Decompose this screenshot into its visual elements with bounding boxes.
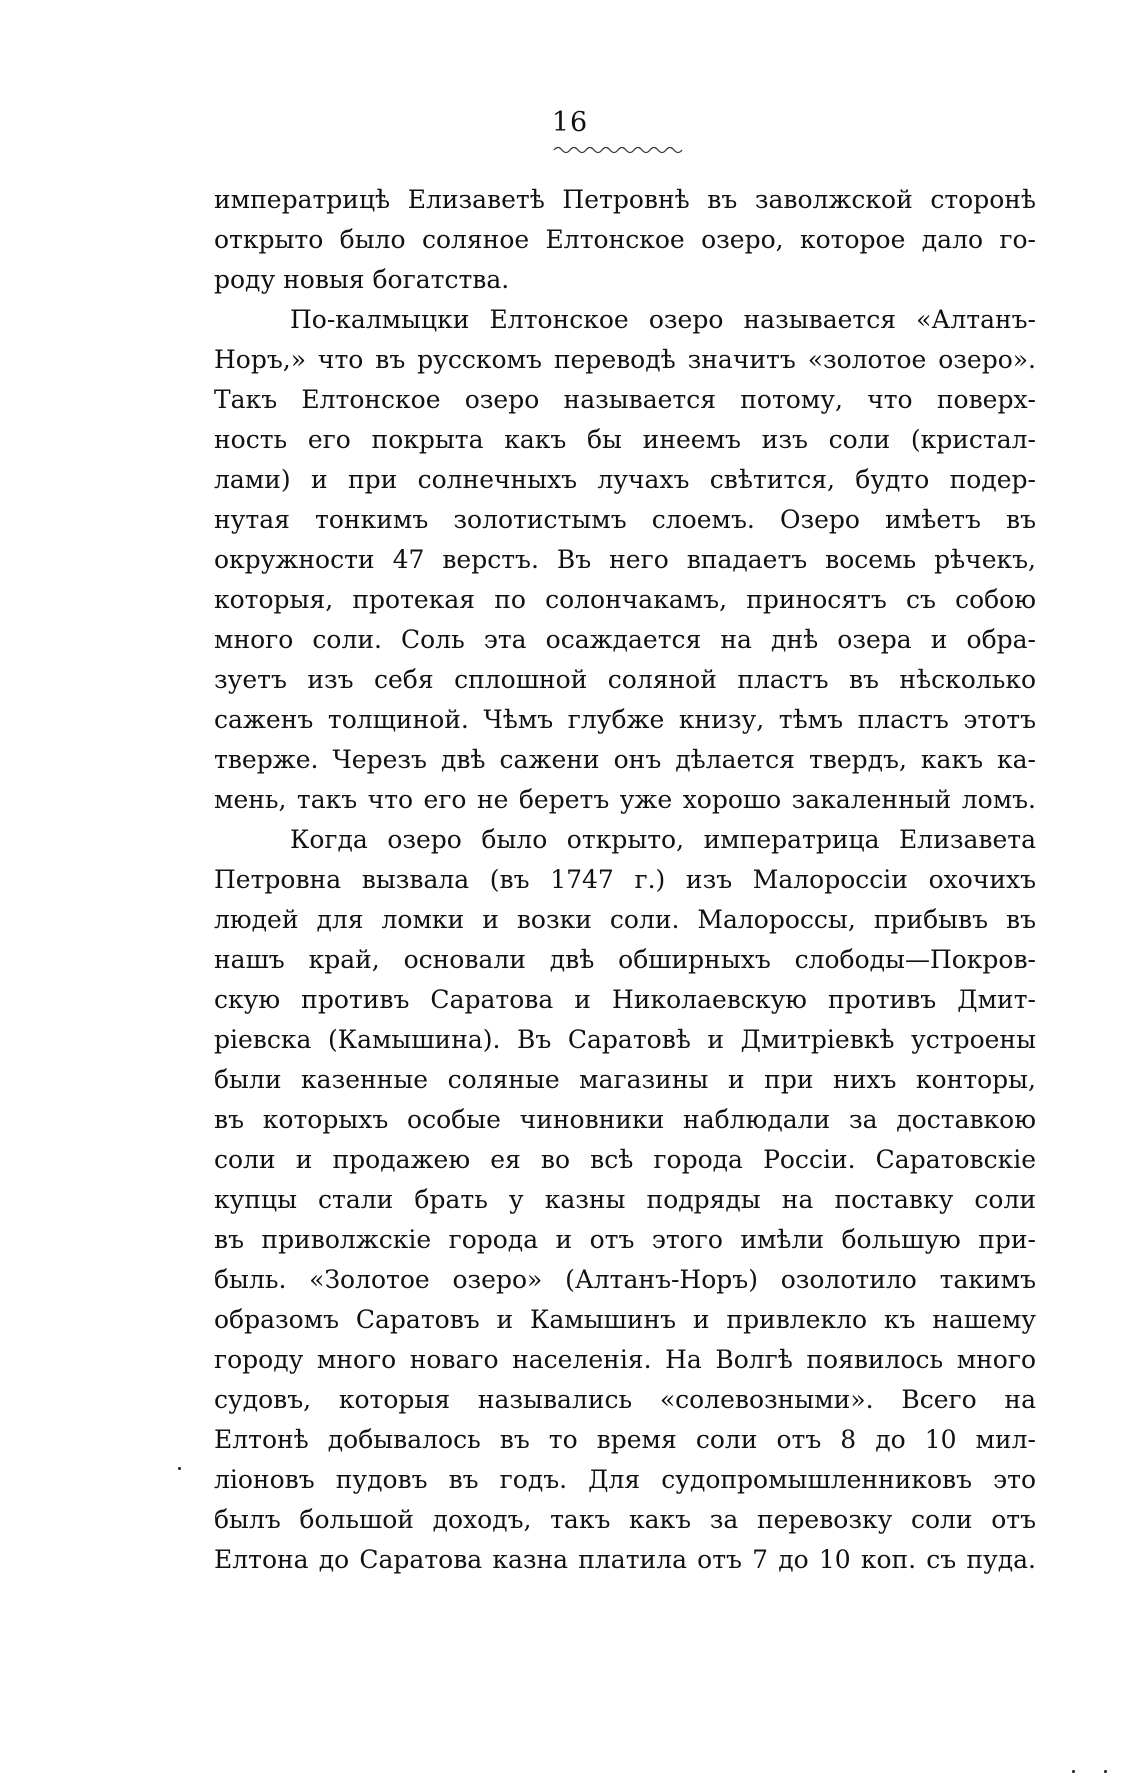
text-line: открыто было соляное Елтонское озеро, которое дало го- xyxy=(214,225,1036,254)
page-number: 16 xyxy=(551,107,589,138)
text-line: саженъ толщиной. Чѣмъ глубже книзу, тѣмъ пластъ этотъ xyxy=(214,705,1036,734)
text-line: Такъ Елтонское озеро называется потому, что поверх- xyxy=(214,385,1036,414)
wavy-rule-ornament xyxy=(552,144,688,156)
text-line: въ приволжскіе города и отъ этого имѣли большую при- xyxy=(214,1225,1036,1254)
paragraph-2 xyxy=(214,300,1036,820)
text-line: людей для ломки и возки соли. Малороссы, прибывъ въ xyxy=(214,905,1036,934)
text-line: лами) и при солнечныхъ лучахъ свѣтится, будто подер- xyxy=(214,465,1036,494)
text-line: судовъ, которыя назывались «солевозными». Всего на xyxy=(214,1385,1036,1414)
text-line: ность его покрыта какъ бы инеемъ изъ соли (кристал- xyxy=(214,425,1036,454)
text-line: зуетъ изъ себя сплошной соляной пластъ въ нѣсколько xyxy=(214,665,1036,694)
text-line: были казенные соляные магазины и при нихъ конторы, xyxy=(214,1065,1036,1094)
margin-speck xyxy=(1104,1770,1107,1773)
text-line: Елтонѣ добывалось въ то время соли отъ 8 до 10 мил- xyxy=(214,1425,1036,1454)
text-line: роду новыя богатства. xyxy=(214,265,510,294)
body-text xyxy=(214,180,1036,1580)
text-line: ріевска (Камышина). Въ Саратовѣ и Дмитріевкѣ устроены xyxy=(214,1025,1036,1054)
margin-speck xyxy=(1072,1770,1075,1773)
text-line: купцы стали брать у казны подряды на поставку соли xyxy=(214,1185,1036,1214)
text-line: городу много новаго населенія. На Волгѣ появилось много xyxy=(214,1345,1036,1374)
text-line: По-калмыцки Елтонское озеро называется «Алтанъ- xyxy=(290,305,1036,334)
text-line: мень, такъ что его не беретъ уже хорошо закаленный ломъ. xyxy=(214,785,1036,814)
text-line: окружности 47 верстъ. Въ него впадаетъ восемь рѣчекъ, xyxy=(214,545,1036,574)
text-line: Петровна вызвала (въ 1747 г.) изъ Малороссіи охочихъ xyxy=(214,865,1036,894)
text-line: былъ большой доходъ, такъ какъ за перевозку соли отъ xyxy=(214,1505,1036,1534)
text-line: нутая тонкимъ золотистымъ слоемъ. Озеро имѣетъ въ xyxy=(214,505,1036,534)
paragraph-1 xyxy=(214,180,1036,300)
text-line: тверже. Черезъ двѣ сажени онъ дѣлается твердъ, какъ ка- xyxy=(214,745,1036,774)
text-line: Елтона до Саратова казна платила отъ 7 до 10 коп. съ пуда. xyxy=(214,1545,1036,1574)
text-line: ліоновъ пудовъ въ годъ. Для судопромышленниковъ это xyxy=(214,1465,1036,1494)
text-line: скую противъ Саратова и Николаевскую противъ Дмит- xyxy=(214,985,1036,1014)
text-line: много соли. Соль эта осаждается на днѣ озера и обра- xyxy=(214,625,1036,654)
margin-speck xyxy=(178,1467,181,1470)
text-line: нашъ край, основали двѣ обширныхъ слободы—Покров- xyxy=(214,945,1036,974)
text-line: которыя, протекая по солончакамъ, приносятъ съ собою xyxy=(214,585,1036,614)
text-line: Когда озеро было открыто, императрица Елизавета xyxy=(290,825,1036,854)
text-line: въ которыхъ особые чиновники наблюдали за доставкою xyxy=(214,1105,1036,1134)
text-line: образомъ Саратовъ и Камышинъ и привлекло къ нашему xyxy=(214,1305,1036,1334)
text-line: Норъ,» что въ русскомъ переводѣ значитъ «золотое озеро». xyxy=(214,345,1036,374)
paragraph-3 xyxy=(214,820,1036,1580)
text-line: императрицѣ Елизаветѣ Петровнѣ въ заволжской сторонѣ xyxy=(214,185,1036,214)
text-line: соли и продажею ея во всѣ города Россіи. Саратовскіе xyxy=(214,1145,1036,1174)
text-line: быль. «Золотое озеро» (Алтанъ-Норъ) озолотило такимъ xyxy=(214,1265,1036,1294)
